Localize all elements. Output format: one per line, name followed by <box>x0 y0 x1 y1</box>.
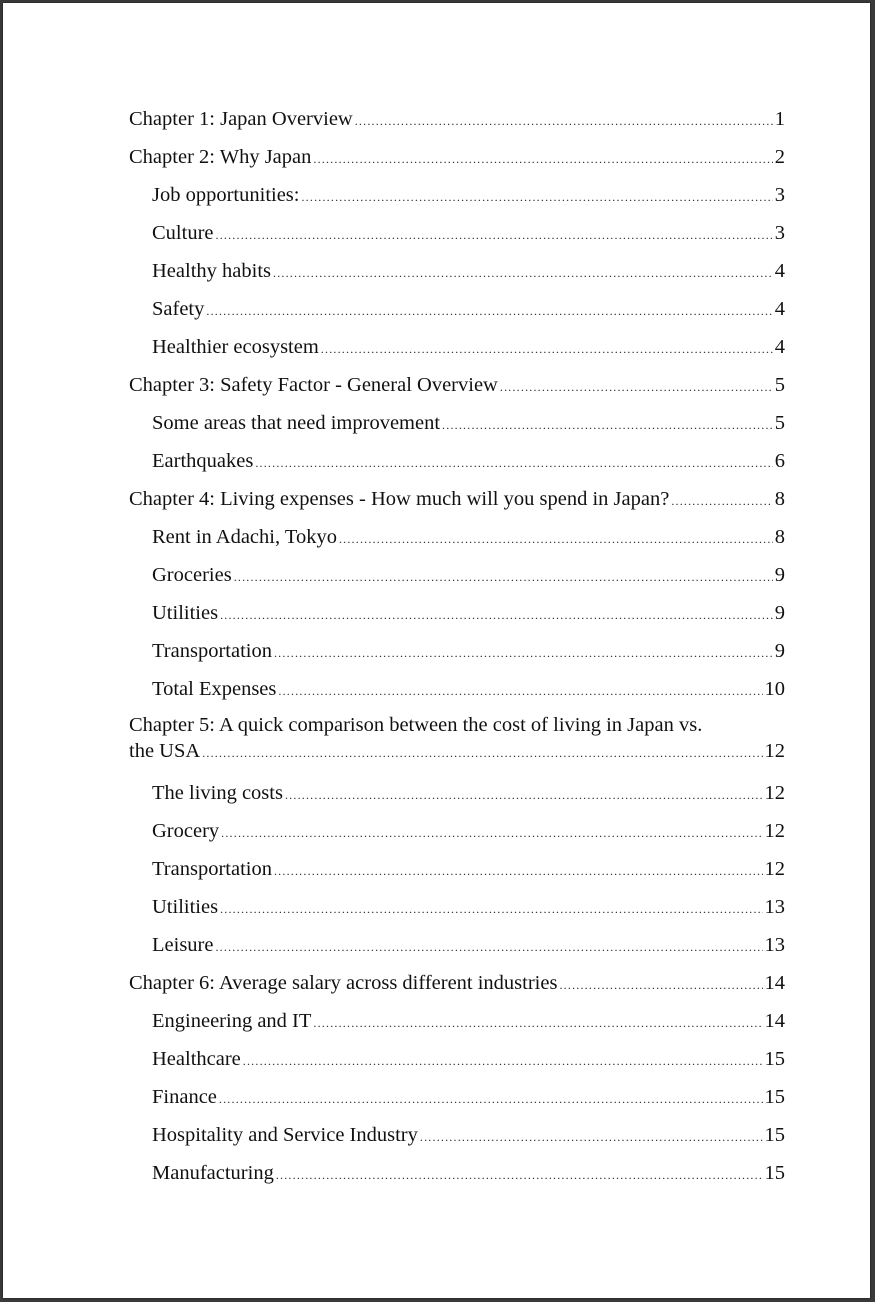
dot-leader <box>202 740 762 766</box>
toc-entry-title-line2: the USA <box>129 740 201 762</box>
dot-leader <box>221 818 762 848</box>
toc-entry-page: 9 <box>774 640 785 662</box>
toc-entry-title: Hospitality and Service Industry <box>152 1124 418 1146</box>
toc-entry-page: 14 <box>764 1010 785 1032</box>
toc-entry-page: 12 <box>764 820 785 842</box>
toc-entry-title: Healthy habits <box>152 260 271 282</box>
toc-entry-title: Safety <box>152 298 205 320</box>
toc-entry-page: 3 <box>774 222 785 244</box>
toc-entry-page: 3 <box>774 184 785 206</box>
toc-entry-title: The living costs <box>152 782 283 804</box>
toc-entry-culture[interactable] <box>129 218 785 256</box>
toc-entry-chapter-4[interactable] <box>129 484 785 522</box>
toc-entry-page: 9 <box>774 602 785 624</box>
dot-leader <box>313 1008 762 1038</box>
toc-entry-page: 4 <box>774 260 785 282</box>
toc-entry-page: 1 <box>774 108 785 130</box>
toc-entry-page: 2 <box>774 146 785 168</box>
toc-entry-title: Chapter 4: Living expenses - How much will you spend in Japan? <box>129 488 670 510</box>
toc-entry-title: Transportation <box>152 640 272 662</box>
toc-entry-page: 15 <box>764 1162 785 1184</box>
toc-entry-transportation[interactable] <box>129 636 785 674</box>
dot-leader <box>220 600 773 630</box>
toc-entry-title: Grocery <box>152 820 220 842</box>
toc-entry-chapter-5[interactable] <box>129 712 785 766</box>
dot-leader <box>220 894 762 924</box>
toc-entry-title: Chapter 6: Average salary across different industries <box>129 972 558 994</box>
toc-entry-title: Rent in Adachi, Tokyo <box>152 526 337 548</box>
dot-leader <box>339 524 773 554</box>
toc-entry-job-opportunities[interactable] <box>129 180 785 218</box>
toc-entry-manufacturing[interactable] <box>129 1158 785 1196</box>
toc-entry-title: Chapter 1: Japan Overview <box>129 108 353 130</box>
toc-entry-page: 13 <box>764 896 785 918</box>
dot-leader <box>301 182 772 212</box>
toc-entry-page: 4 <box>774 298 785 320</box>
toc-entry-utilities[interactable] <box>129 598 785 636</box>
toc-entry-page: 4 <box>774 336 785 358</box>
toc-entry-title: Transportation <box>152 858 272 880</box>
dot-leader <box>243 1046 763 1076</box>
dot-leader <box>321 334 773 364</box>
toc-entry-rent-adachi[interactable] <box>129 522 785 560</box>
toc-entry-page: 9 <box>774 564 785 586</box>
dot-leader <box>274 638 773 668</box>
toc-entry-title: Utilities <box>152 896 219 918</box>
toc-entry-healthier-ecosystem[interactable] <box>129 332 785 370</box>
dot-leader <box>500 372 773 402</box>
toc-entry-earthquakes[interactable] <box>129 446 785 484</box>
toc-entry-title: Chapter 3: Safety Factor - General Overview <box>129 374 498 396</box>
toc-entry-title: Healthier ecosystem <box>152 336 319 358</box>
toc-entry-hospitality[interactable] <box>129 1120 785 1158</box>
dot-leader <box>285 780 763 810</box>
toc-entry-healthy-habits[interactable] <box>129 256 785 294</box>
toc-entry-page: 12 <box>764 782 785 804</box>
toc-entry-title: Earthquakes <box>152 450 254 472</box>
toc-entry-groceries[interactable] <box>129 560 785 598</box>
toc-entry-title-line1: Chapter 5: A quick comparison between the cost of living in Japan vs. <box>129 714 703 736</box>
toc-entry-utilities-2[interactable] <box>129 892 785 930</box>
toc-entry-title: Healthcare <box>152 1048 241 1070</box>
toc-entry-page: 12 <box>764 740 785 762</box>
toc-entry-chapter-3[interactable] <box>129 370 785 408</box>
toc-entry-healthcare[interactable] <box>129 1044 785 1082</box>
toc-entry-areas-need-improvement[interactable] <box>129 408 785 446</box>
toc-entry-page: 15 <box>764 1086 785 1108</box>
dot-leader <box>206 296 772 326</box>
toc-entry-page: 10 <box>764 678 785 700</box>
dot-leader <box>442 410 773 440</box>
toc-entry-title: Leisure <box>152 934 214 956</box>
toc-entry-living-costs[interactable] <box>129 778 785 816</box>
toc-entry-chapter-1[interactable] <box>129 104 785 142</box>
dot-leader <box>216 220 773 250</box>
dot-leader <box>278 676 762 706</box>
table-of-contents <box>129 104 785 1196</box>
toc-entry-title: Job opportunities: <box>152 184 300 206</box>
toc-entry-title: Utilities <box>152 602 219 624</box>
toc-entry-engineering-it[interactable] <box>129 1006 785 1044</box>
toc-entry-title: Manufacturing <box>152 1162 274 1184</box>
toc-entry-page: 15 <box>764 1048 785 1070</box>
toc-entry-page: 12 <box>764 858 785 880</box>
dot-leader <box>276 1160 763 1190</box>
dot-leader <box>215 932 762 962</box>
dot-leader <box>255 448 772 478</box>
toc-entry-transportation-2[interactable] <box>129 854 785 892</box>
toc-entry-page: 5 <box>774 412 785 434</box>
dot-leader <box>274 856 763 886</box>
toc-entry-safety[interactable] <box>129 294 785 332</box>
toc-entry-finance[interactable] <box>129 1082 785 1120</box>
toc-entry-page: 6 <box>774 450 785 472</box>
toc-entry-chapter-6[interactable] <box>129 968 785 1006</box>
dot-leader <box>559 970 762 1000</box>
toc-entry-title: Finance <box>152 1086 217 1108</box>
dot-leader <box>420 1122 763 1152</box>
toc-entry-page: 8 <box>774 526 785 548</box>
toc-entry-page: 14 <box>764 972 785 994</box>
dot-leader <box>219 1084 763 1114</box>
toc-entry-page: 15 <box>764 1124 785 1146</box>
toc-entry-page: 13 <box>764 934 785 956</box>
dot-leader <box>273 258 773 288</box>
toc-entry-title: Engineering and IT <box>152 1010 312 1032</box>
toc-entry-title: Total Expenses <box>152 678 277 700</box>
toc-entry-title: Some areas that need improvement <box>152 412 441 434</box>
document-page <box>3 3 870 1298</box>
dot-leader <box>671 486 772 516</box>
toc-entry-title: Culture <box>152 222 214 244</box>
toc-entry-chapter-2[interactable] <box>129 142 785 180</box>
toc-entry-total-expenses[interactable] <box>129 674 785 712</box>
toc-entry-page: 5 <box>774 374 785 396</box>
toc-entry-leisure[interactable] <box>129 930 785 968</box>
toc-entry-grocery[interactable] <box>129 816 785 854</box>
dot-leader <box>355 106 773 136</box>
dot-leader <box>313 144 772 174</box>
dot-leader <box>234 562 773 592</box>
toc-entry-page: 8 <box>774 488 785 510</box>
toc-entry-title: Chapter 2: Why Japan <box>129 146 312 168</box>
toc-entry-title: Groceries <box>152 564 232 586</box>
